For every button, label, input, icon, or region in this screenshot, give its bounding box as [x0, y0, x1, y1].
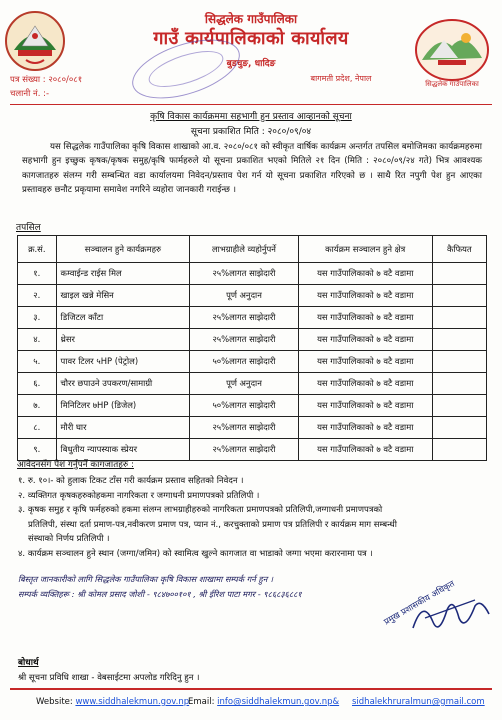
cell-sn: ८. [18, 417, 57, 439]
cell-sn: ९. [18, 439, 57, 461]
dispatch-number: चलानी नं. :- [10, 89, 50, 99]
cell-sn: ३. [18, 307, 57, 329]
cell-remarks [432, 373, 486, 395]
cell-remarks [432, 263, 486, 285]
cell-beneficiary: ५०%लागत साझेदारी [190, 351, 299, 373]
email2-link[interactable]: sidhalekhruralmun@gmail.com [352, 697, 485, 707]
letter-number: पत्र संख्या : २०८०/०८१ [10, 75, 83, 85]
cell-beneficiary: २५%लागत साझेदारी [190, 417, 299, 439]
notice-paragraph: यस सिद्धलेक गाउँपालिका कृषि विकास शाखाको आ.व. २०८०/०८१ को स्वीकृत वार्षिक कार्यक्रम अन्तर्गत तपसिल बमोजिमका कार्यक्रमहरुमा सहभागी हुन इच्छुक कृषक/कृषक समुह/कृषि फार्महरुले यो सूचना प्रकाशित भएको मितिले २१ दिन (मिति : २०८०/०९/२४ गते) भित्र आवश्यक कागजातहरु संलग्न गरी सम्बन्धित वडा कार्यालयमा निवेदन/प्रस्ताव पेश गर्न यो सूचना प्रकाशित गरिएको छ । साथै रित नपुगी पेश हुन आएका प्रस्तावहरु छनौट प्रकृयामा समावेश नगरिने व्यहोरा जानकारी गराईन्छ । [22, 142, 482, 195]
cell-sn: २. [18, 285, 57, 307]
document-item: ४. कार्यक्रम सञ्चालन हुने स्थान (जग्गा/जमिन) को स्वामित्व खुल्ने कागजात वा भाडाको जग्गा भएमा करारनामा पत्र । [18, 548, 373, 559]
signatory-title: प्रमुख प्रशासकीय अधिकृत [382, 578, 457, 628]
cc-text: श्री सूचना प्रविधि शाखा - वेबसाईटमा अपलोड गरिदिनु हुन । [18, 673, 200, 683]
cell-beneficiary: पूर्ण अनुदान [190, 373, 299, 395]
cell-program: कम्वाईन्ड राईस मिल [56, 263, 190, 285]
documents-list [18, 474, 482, 562]
table-row [18, 373, 487, 395]
cell-beneficiary: २५%लागत साझेदारी [190, 263, 299, 285]
footer-divider [10, 688, 492, 690]
table-row [18, 395, 487, 417]
table-row [18, 329, 487, 351]
cell-area: यस गाउँपालिकाको ७ वटै वडामा [298, 351, 432, 373]
cell-beneficiary: पूर्ण अनुदान [190, 285, 299, 307]
address-line: बुडचुङ, धादिङ [226, 59, 276, 69]
document-item: २. व्यक्तिगत कृषकहरुकोहकमा नागरिकता र जग्गाधनी प्रमाणपत्रको प्रतिलिपी । [18, 490, 260, 501]
cell-beneficiary: २५%लागत साझेदारी [190, 329, 299, 351]
table-row [18, 263, 487, 285]
province-line: बागमती प्रदेश, नेपाल [310, 74, 372, 83]
header-divider [10, 104, 492, 105]
footer-email [188, 697, 339, 707]
cell-sn: ५. [18, 351, 57, 373]
cell-beneficiary: २५%लागत साझेदारी [190, 439, 299, 461]
table-header-row [18, 236, 487, 263]
cell-sn: ४. [18, 329, 57, 351]
website-label: Website: [36, 697, 73, 707]
col-header-sn: क्र.सं. [18, 236, 57, 263]
table-row [18, 285, 487, 307]
email-label: Email: [188, 697, 215, 707]
cell-remarks [432, 307, 486, 329]
cell-area: यस गाउँपालिकाको ७ वटै वडामा [298, 373, 432, 395]
cell-area: यस गाउँपालिकाको ७ वटै वडामा [298, 439, 432, 461]
col-header-remarks: कैफियत [432, 236, 486, 263]
col-header-program: सञ्चालन हुने कार्यक्रमहरु [56, 236, 190, 263]
municipality-name: सिद्धलेक गाउँपालिका [204, 12, 298, 26]
cell-beneficiary: २५%लागत साझेदारी [190, 307, 299, 329]
cell-sn: ६. [18, 373, 57, 395]
document-item: प्रतिलिपी, संस्था दर्ता प्रमाण-पत्र,नवीकरण प्रमाण पत्र, प्यान नं., करचुक्ताको प्रमाण पत्र प्रतिलिपी र कार्यक्रम माग सम्बन्धी [28, 519, 397, 530]
cc-heading: बोधार्थ [18, 658, 39, 668]
table-row [18, 307, 487, 329]
document-item: संस्थाको निर्णय प्रतिलिपी । [28, 534, 110, 545]
schedule-heading: तपसिल [16, 223, 41, 233]
cell-sn: १. [18, 263, 57, 285]
cell-area: यस गाउँपालिकाको ७ वटै वडामा [298, 285, 432, 307]
cell-beneficiary: ५०%लागत साझेदारी [190, 395, 299, 417]
contact-persons: सम्पर्क व्यक्तिहरू : श्री कोमल प्रसाद जोशी - ९८४७००१०१ , श्री ईरिश पाटा मगर - ९८६८३६८८१ [18, 589, 302, 599]
info-note: बिस्तृत जानकारीको लागि सिद्धलेक गाउँपालिका कृषि विकास शाखामा सम्पर्क गर्न हुन । [18, 574, 273, 584]
cell-remarks [432, 285, 486, 307]
cell-remarks [432, 329, 486, 351]
publish-date: सूचना प्रकाशित मिति : २०८०/०९/०४ [190, 127, 312, 137]
table-row [18, 417, 487, 439]
col-header-area: कार्यक्रम सञ्चालन हुने क्षेत्र [298, 236, 432, 263]
footer-website [36, 697, 189, 707]
cell-program: बिधुतीय न्यापस्याक स्प्रेयर [56, 439, 190, 461]
notice-title: कृषि विकास कार्यक्रममा सहभागी हुन प्रस्ताव आव्हानको सूचना [150, 112, 352, 122]
documents-heading: आवेदनसँग पेश गर्नुपर्ने कागजातहरु : [17, 460, 134, 470]
email-link[interactable]: info@siddhalekmun.gov.np& [217, 697, 340, 707]
cell-sn: ७. [18, 395, 57, 417]
cell-program: थ्रेसर [56, 329, 190, 351]
document-item: १. रु. १०।- को हुलाक टिकट टाँस गरी कार्यक्रम प्रस्ताव सहितको निवेदन । [18, 476, 244, 486]
cell-area: यस गाउँपालिकाको ७ वटै वडामा [298, 307, 432, 329]
col-header-beneficiary: लाभग्राहीले व्यहोर्नुपर्ने [190, 236, 299, 263]
cell-program: डिजिटल काँटा [56, 307, 190, 329]
table-row [18, 351, 487, 373]
cell-remarks [432, 351, 486, 373]
logo-caption: सिद्धलेक गाउँपालिका [425, 80, 479, 88]
cell-program: पावर टिलर ५HP (पेट्रोल) [56, 351, 190, 373]
cell-remarks [432, 395, 486, 417]
website-link[interactable]: www.siddhalekmun.gov.np [75, 697, 190, 707]
footer-email2 [352, 697, 485, 707]
cell-area: यस गाउँपालिकाको ७ वटै वडामा [298, 417, 432, 439]
document-item: ३. कृषक समुह र कृषि फर्महरुको हकमा संलग्न लाभग्राहीहरुको नागरिकता प्रमाणपत्रको प्रतिलिपी,जग्गाधनी प्रमाणपत्रको [18, 505, 383, 516]
cell-remarks [432, 439, 486, 461]
program-table [17, 235, 487, 461]
cell-area: यस गाउँपालिकाको ७ वटै वडामा [298, 329, 432, 351]
cell-area: यस गाउँपालिकाको ७ वटै वडामा [298, 263, 432, 285]
cell-program: मौरी घार [56, 417, 190, 439]
cell-area: यस गाउँपालिकाको ७ वटै वडामा [298, 395, 432, 417]
cell-remarks [432, 417, 486, 439]
municipality-logo-icon [408, 16, 496, 90]
cell-program: खाइल खन्ने मेसिन [56, 285, 190, 307]
cell-program: चौरर छपाउने उपकरण/सामाग्री [56, 373, 190, 395]
cell-program: मिनिटिलर ७HP (डिजेल) [56, 395, 190, 417]
office-name: गाउँ कार्यपालिकाको कार्यालय [153, 28, 349, 49]
